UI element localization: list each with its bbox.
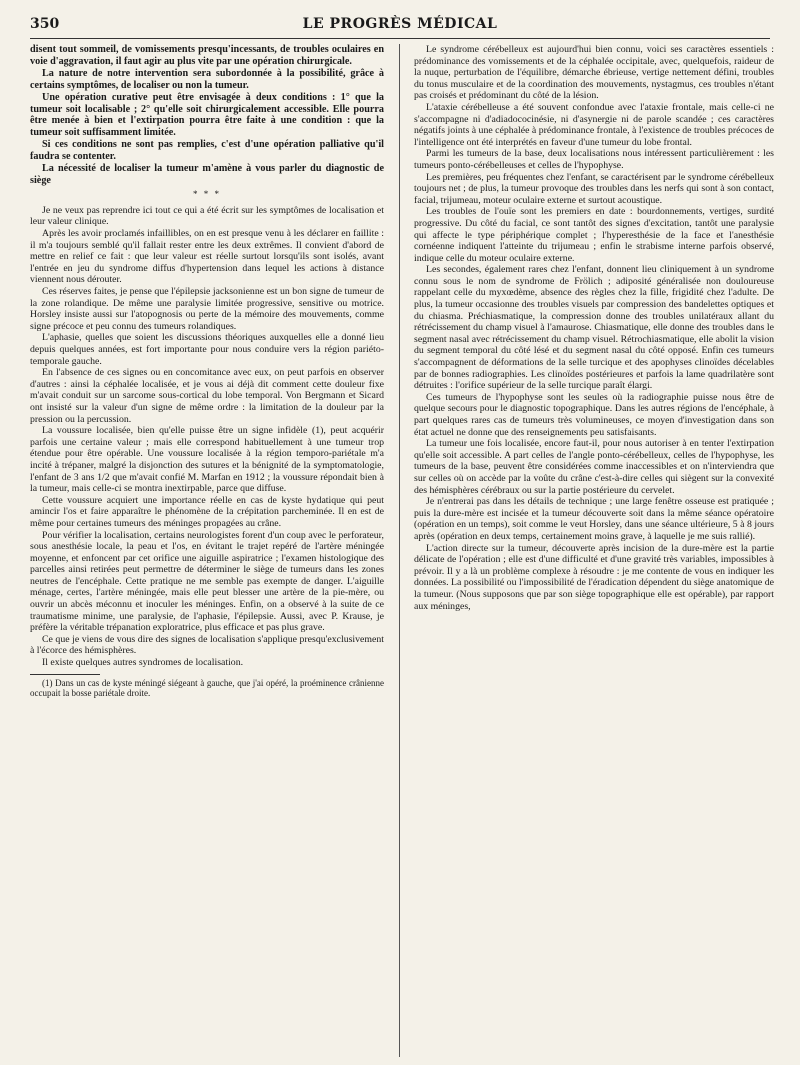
paragraph: Je n'entrerai pas dans les détails de technique ; une large fenêtre osseuse est pratiquée ; puis la dure-mère est incisée et la tumeur découverte soit dans la même séance opératoire (opération en un temps), soit comme le veut Horsley, dans une séance ultérieure, 5 à 8 jours après (opération en deux temps, certainement moins grave, à laquelle je me suis rallié). bbox=[414, 496, 774, 542]
paragraph: Le syndrome cérébelleux est aujourd'hui bien connu, voici ses caractères essentiels : prédominance des vomissements et de la céphalée occipitale, avec, quelquefois, raideur de la nuque, perturbation de l'équilibre, démarche ébrieuse, vertige nettement défini, troubles du tonus musculaire et de la coordination des mouvements, nystagmus, ces troubles n'étant pas croisés et prédominant du côté de la lésion. bbox=[414, 44, 774, 102]
paragraph: Ces tumeurs de l'hypophyse sont les seules où la radiographie puisse nous être de quelque secours pour le diagnostic topographique. Dans les autres régions de l'encéphale, à part quelques rares cas de tumeurs très volumineuses, ce moyen d'investigation dans son état actuel ne donne que des renseignements peu satisfaisants. bbox=[414, 391, 774, 438]
column-divider bbox=[399, 44, 400, 1057]
paragraph: Les secondes, également rares chez l'enfant, donnent lieu cliniquement à un syndrome connu sous le nom de syndrome de Frölich ; adiposité généralisée non douloureuse rappelant celle du myxœdème, absence des règles chez la fille, frigidité chez l'adulte. De plus, la tumeur occasionne des troubles visuels par compression des bandelettes optiques et du chiasma. Préchiasmatique, la compression donne des troubles unilatéraux allant du rétrécissement du champ visuel à l'amaurose. Chiasmatique, elle donne des troubles dans le segment nasal avec rétrécissement du champ visuel. Rétrochiasmatique, elle abolit la vision du segment temporal du côté lésé et du segment nasal du côté opposé. Enfin ces tumeurs s'accompagnent de déformations de la selle turcique et des apophyses clinoïdes décelables par de bonnes radiographies. Les clinoïdes postérieures et parfois la lame quadrilatère sont détruites : l'orifice supérieur de la selle turcique paraît élargi. bbox=[414, 264, 774, 392]
paragraph: Après les avoir proclamés infaillibles, on en est presque venu à les déclarer en faillite : il m'a toujours semblé qu'il fallait rester entre les deux extrêmes. Il convient d'abord de mettre en relief ce fait : que leur valeur est réelle surtout lorsqu'ils sont isolés, avant l'entrée en jeu du syndrome diffus d'hypertension dans lequel les actions à distance viennent nous dérouter. bbox=[30, 228, 384, 286]
paragraph: En l'absence de ces signes ou en concomitance avec eux, on peut parfois en observer d'autres : ainsi la céphalée localisée, et je vous ai déjà dit comment cette douleur fixe m'avait conduit sur un sarcome sous-cortical du lobe temporal. Von Bergmann et Sicard ont insisté sur la valeur d'un signe de même ordre : la limitation de la douleur par la pression ou la percussion. bbox=[30, 367, 384, 425]
section-asterism: * * * bbox=[193, 188, 221, 199]
paragraph: La nécessité de localiser la tumeur m'amène à vous parler du diagnostic de siège bbox=[30, 163, 384, 186]
paragraph: L'action directe sur la tumeur, découverte après incision de la dure-mère est la partie délicate de l'opération ; elle est d'une difficulté et d'une gravité très variables, impossibles à prévoir. Il y a là un problème complexe à résoudre : je me contente de vous en indiquer les données. La possibilité ou l'impossibilité de l'éradication dépendent du siège anatomique de la tumeur. (Nous supposons que par son siège topographique elle est opérable), par rapport aux méninges, bbox=[414, 542, 774, 612]
footnote-divider bbox=[30, 674, 100, 675]
running-title: LE PROGRÈS MÉDICAL bbox=[302, 16, 498, 32]
left-column bbox=[30, 44, 384, 1057]
paragraph: L'ataxie cérébelleuse a été souvent confondue avec l'ataxie frontale, mais celle-ci ne s'accompagne ni d'adiadococinésie, ni d'asynergie ni de parole scandée ; ces caractères négatifs joints à une céphalée à prédominance frontale, à l'existence de troubles précoces de l'intelligence ont été interprétés en faveur d'une tumeur du lobe frontal. bbox=[414, 101, 774, 148]
paragraph: Il existe quelques autres syndromes de localisation. bbox=[42, 657, 244, 669]
paragraph: Cette voussure acquiert une importance réelle en cas de kyste hydatique qui peut amincir l'os et faire apparaître le phénomène de la crépitation parcheminée. Il en est de même pour certaines tumeurs des méninges propagées au crâne. bbox=[30, 494, 384, 529]
paragraph: L'aphasie, quelles que soient les discussions théoriques auxquelles elle a donné lieu depuis quelques années, est fort importante pour nous conduire vers la région pariéto-temporale gauche. bbox=[30, 332, 384, 367]
paragraph: Parmi les tumeurs de la base, deux localisations nous intéressent particulièrement : les tumeurs ponto-cérébelleuses et celles de l'hypophyse. bbox=[414, 148, 774, 171]
right-column bbox=[414, 44, 774, 1057]
paragraph: La voussure localisée, bien qu'elle puisse être un signe infidèle (1), peut acquérir parfois une certaine valeur ; mais elle correspond habituellement à une tumeur trop étendue pour être opérable. Une voussure localisée à la région temporo-pariétale m'a incité à trépaner, malgré la disjonction des sutures et la bénignité de la symptomatologie, l'enfant de 3 ans 1/2 que m'avait confié M. Marfan en 1912 ; la voussure répondait bien à la tumeur, mais celle-ci se montra inextirpable, parce que diffuse. bbox=[30, 425, 384, 495]
paragraph: La nature de notre intervention sera subordonnée à la possibilité, grâce à certains symptômes, de localiser ou non la tumeur. bbox=[30, 67, 384, 91]
page-header bbox=[30, 14, 770, 39]
paragraph: disent tout sommeil, de vomissements presqu'incessants, de troubles oculaires en voie d'aggravation, il faut agir au plus vite par une opération chirurgicale. bbox=[30, 44, 384, 67]
paragraph: Pour vérifier la localisation, certains neurologistes forent d'un coup avec le perforateur, sous anesthésie locale, la peau et l'os, en évitant le trajet repéré de l'artère méningée moyenne, et enfoncent par cet orifice une aiguille aspiratrice ; l'examen histologique des parcelles ainsi retirées peut permettre de déterminer le siège de tumeurs dans les zones neutres de l'encéphale. Cette pratique ne me semble pas exempte de danger. L'aiguille ménage, certes, l'artère méningée, mais elle peut blesser une artère de la pie-mère, ou ouvrir un abcès méconnu et inoculer les méninges. Enfin, on a observé à la suite de ce traumatisme minime, une paralysie, de l'aphasie, l'épilepsie. Aussi, avec P. Krause, je préfère la véritable trépanation exploratrice, plus efficace et pas plus grave. bbox=[30, 529, 384, 634]
paragraph: Ces réserves faites, je pense que l'épilepsie jacksonienne est un bon signe de tumeur de la zone rolandique. De même une paralysie limitée progressive, sensitive ou motrice. Horsley insiste aussi sur l'atopognosis ou perte de la mémoire des mouvements, comme signe précoce et peu connu des tumeurs rolandiques. bbox=[30, 286, 384, 332]
paragraph: Une opération curative peut être envisagée à deux conditions : 1° que la tumeur soit localisable ; 2° qu'elle soit chirurgicalement accessible. Elle pourra être menée à bien et l'extirpation pourra être faite à une condition : que la tumeur soit suffisamment limitée. bbox=[30, 91, 384, 139]
page-number: 350 bbox=[30, 16, 60, 32]
paragraph: La tumeur une fois localisée, encore faut-il, pour nous autoriser à en tenter l'extirpation qu'elle soit accessible. A part celles de l'angle ponto-cérébelleux, celles de l'hypophyse, les tumeurs de la base, peuvent être considérées comme inaccessibles et on n'interviendra que sur celles où on accède par la voûte du crâne c'est-à-dire celles qui siègent sur la convexité des hémisphères cérébraux ou sur la partie postérieure du cervelet. bbox=[414, 438, 774, 496]
footnote: (1) Dans un cas de kyste méningé siégeant à gauche, que j'ai opéré, la proéminence crânienne occupait la bosse pariétale droite. bbox=[30, 677, 384, 699]
paragraph: Si ces conditions ne sont pas remplies, c'est d'une opération palliative qu'il faudra se contenter. bbox=[30, 139, 384, 163]
paragraph: Les troubles de l'ouïe sont les premiers en date : bourdonnements, vertiges, surdité progressive. Du côté du facial, ce sont tantôt des signes d'excitation, tantôt une paralysie qui affecte le type périphérique complet ; l'hyperesthésie de la face et l'anesthésie cornéenne indiquent l'atteinte du trijumeau ; enfin le strabisme interne parfois observé, indique celle du moteur oculaire externe. bbox=[414, 206, 774, 264]
paragraph: Ce que je viens de vous dire des signes de localisation s'applique presqu'exclusivement à l'écorce des hémisphères. bbox=[30, 633, 384, 657]
paragraph: Je ne veux pas reprendre ici tout ce qui a été écrit sur les symptômes de localisation et leur valeur clinique. bbox=[30, 204, 384, 228]
paragraph: Les premières, peu fréquentes chez l'enfant, se caractérisent par le syndrome cérébelleux toujours net ; de plus, la tumeur provoque des troubles dans les nerfs qui sont à son contact, facial, trijumeau, moteur oculaire externe et surtout acoustique. bbox=[414, 171, 774, 206]
